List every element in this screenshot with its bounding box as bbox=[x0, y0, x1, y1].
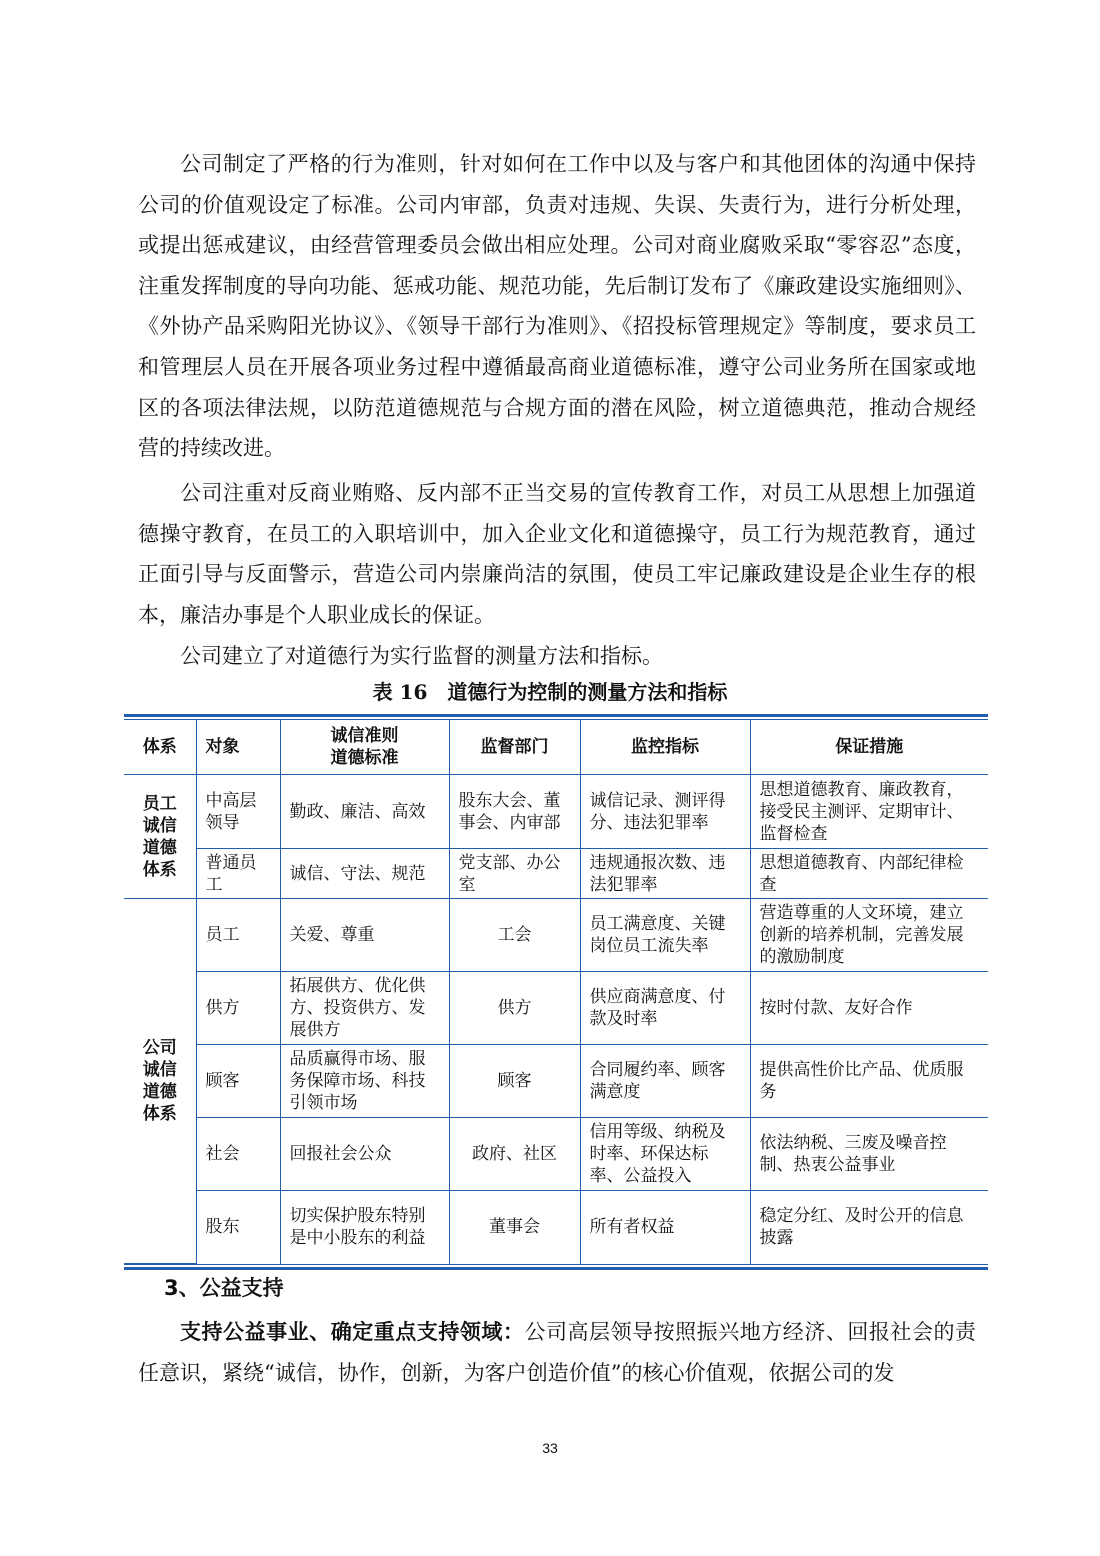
object-cell: 社会 bbox=[196, 1118, 280, 1191]
index-cell: 违规通报次数、违法犯罪率 bbox=[580, 849, 750, 899]
body-paragraph: 公司注重对反商业贿赂、反内部不正当交易的宣传教育工作，对员工从思想上加强道德操守教育，在员工的入职培训中，加入企业文化和道德操守，员工行为规范教育，通过正面引导与反面警示，营造公司内崇廉尚洁的氛围，使员工牢记廉政建设是企业生存的根本，廉洁办事是个人职业成长的保证。 bbox=[138, 481, 976, 627]
lead-phrase: 支持公益事业、确定重点支持领域： bbox=[180, 1319, 525, 1344]
measures-cell: 思想道德教育、廉政教育，接受民主测评、定期审计、监督检查 bbox=[750, 775, 988, 849]
object-cell: 供方 bbox=[196, 972, 280, 1045]
table-caption: 表 16 道德行为控制的测量方法和指标 bbox=[372, 680, 728, 704]
header-object: 对象 bbox=[196, 720, 280, 775]
object-cell: 股东 bbox=[196, 1191, 280, 1264]
table-row bbox=[124, 972, 988, 1045]
measures-cell: 按时付款、友好合作 bbox=[750, 972, 988, 1045]
dept-cell: 董事会 bbox=[449, 1191, 580, 1264]
body-paragraph: 公司建立了对道德行为实行监督的测量方法和指标。 bbox=[180, 644, 663, 668]
measures-cell: 稳定分红、及时公开的信息披露 bbox=[750, 1191, 988, 1264]
object-cell: 普通员工 bbox=[196, 849, 280, 899]
section-heading: 3、公益支持 bbox=[164, 1276, 284, 1300]
system-cell: 员工诚信道德体系 bbox=[124, 775, 196, 899]
standard-cell: 切实保护股东特别是中小股东的利益 bbox=[280, 1191, 449, 1264]
table-bottom-rule bbox=[124, 1264, 988, 1270]
ethics-table bbox=[124, 714, 988, 1270]
object-cell: 中高层领导 bbox=[196, 775, 280, 849]
table-row bbox=[124, 1191, 988, 1264]
body-paragraph bbox=[138, 1312, 976, 1393]
table-row bbox=[124, 1118, 988, 1191]
index-cell: 所有者权益 bbox=[580, 1191, 750, 1264]
table-row bbox=[124, 899, 988, 972]
dept-cell: 工会 bbox=[449, 899, 580, 972]
paragraph-text: 公司高层领导按照振兴地方经济、回报社会的责任意识，紧绕“诚信，协作，创新，为客户创造价值”的核心价值观，依据公司的发 bbox=[138, 1320, 977, 1385]
standard-cell: 回报社会公众 bbox=[280, 1118, 449, 1191]
header-dept: 监督部门 bbox=[449, 720, 580, 775]
dept-cell: 供方 bbox=[449, 972, 580, 1045]
page-number: 33 bbox=[542, 1440, 558, 1456]
header-measures: 保证措施 bbox=[750, 720, 988, 775]
index-cell: 员工满意度、关键岗位员工流失率 bbox=[580, 899, 750, 972]
dept-cell: 党支部、办公室 bbox=[449, 849, 580, 899]
header-standard: 诚信准则 道德标准 bbox=[280, 720, 449, 775]
table-row bbox=[124, 775, 988, 849]
index-cell: 合同履约率、顾客满意度 bbox=[580, 1045, 750, 1118]
header-system: 体系 bbox=[124, 720, 196, 775]
index-cell: 供应商满意度、付款及时率 bbox=[580, 972, 750, 1045]
standard-cell: 勤政、廉洁、高效 bbox=[280, 775, 449, 849]
dept-cell: 政府、社区 bbox=[449, 1118, 580, 1191]
index-cell: 诚信记录、测评得分、违法犯罪率 bbox=[580, 775, 750, 849]
header-index: 监控指标 bbox=[580, 720, 750, 775]
standard-cell: 诚信、守法、规范 bbox=[280, 849, 449, 899]
standard-cell: 品质赢得市场、服务保障市场、科技引领市场 bbox=[280, 1045, 449, 1118]
measures-cell: 思想道德教育、内部纪律检查 bbox=[750, 849, 988, 899]
dept-cell: 顾客 bbox=[449, 1045, 580, 1118]
measures-cell: 依法纳税、三废及噪音控制、热衷公益事业 bbox=[750, 1118, 988, 1191]
table-header-row bbox=[124, 720, 988, 775]
system-cell: 公司诚信道德体系 bbox=[124, 899, 196, 1264]
body-paragraph: 公司制定了严格的行为准则，针对如何在工作中以及与客户和其他团体的沟通中保持公司的价值观设定了标准。公司内审部，负责对违规、失误、失责行为，进行分析处理，或提出惩戒建议，由经营管理委员会做出相应处理。公司对商业腐败采取“零容忍”态度，注重发挥制度的导向功能、惩戒功能、规范功能，先后制订发布了《廉政建设实施细则》、《外协产品采购阳光协议》、《领导干部行为准则》、《招投标管理规定》等制度，要求员工和管理层人员在开展各项业务过程中遵循最高商业道德标准，遵守公司业务所在国家或地区的各项法律法规，以防范道德规范与合规方面的潜在风险，树立道德典范，推动合规经营的持续改进。 bbox=[138, 152, 976, 461]
table-row bbox=[124, 849, 988, 899]
standard-cell: 拓展供方、优化供方、投资供方、发展供方 bbox=[280, 972, 449, 1045]
dept-cell: 股东大会、董事会、内审部 bbox=[449, 775, 580, 849]
index-cell: 信用等级、纳税及时率、环保达标率、公益投入 bbox=[580, 1118, 750, 1191]
object-cell: 员工 bbox=[196, 899, 280, 972]
measures-cell: 营造尊重的人文环境，建立创新的培养机制，完善发展的激励制度 bbox=[750, 899, 988, 972]
table-row bbox=[124, 1045, 988, 1118]
object-cell: 顾客 bbox=[196, 1045, 280, 1118]
standard-cell: 关爱、尊重 bbox=[280, 899, 449, 972]
measures-cell: 提供高性价比产品、优质服务 bbox=[750, 1045, 988, 1118]
